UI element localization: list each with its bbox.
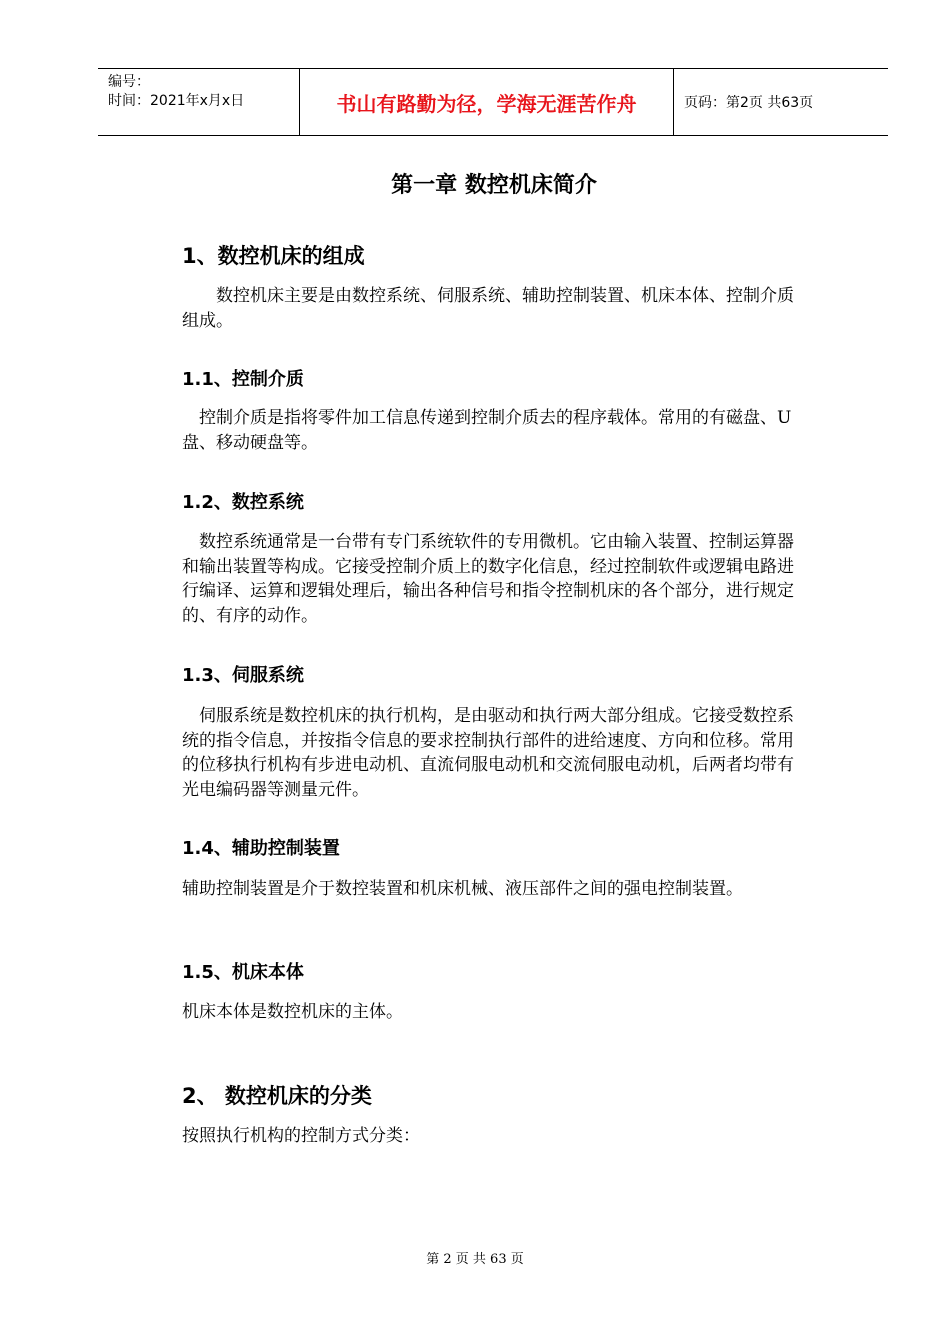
section-1-5-text: 机床本体是数控机床的主体。 (182, 1002, 403, 1022)
chapter-title: 第一章 数控机床简介 (391, 173, 597, 198)
section-1-1-title: 1.1、控制介质 (182, 369, 304, 390)
header-page-info: 页码：第2页 共63页 (684, 95, 814, 111)
section-1-2-text: 数控系统通常是一台带有专门系统软件的专用微机。它由输入装置、控制运算器和输出装置等构成。它接受控制介质上的数字化信息，经过控制软件或逻辑电路进行编译、运算和逻辑处理后，输出各种信号和指令控制机床的各个部分，进行规定的、有序的动作。 (182, 532, 794, 626)
section-2-text: 按照执行机构的控制方式分类： (182, 1126, 420, 1146)
section-1-4-text: 辅助控制装置是介于数控装置和机床机械、液压部件之间的强电控制装置。 (182, 879, 743, 899)
section-2-title: 2、 数控机床的分类 (182, 1084, 372, 1108)
time-label: 时间：2021年x月x日 (108, 93, 245, 109)
serial-label: 编号： (108, 74, 150, 90)
section-1-3-title: 1.3、伺服系统 (182, 665, 304, 686)
page-footer: 第 2 页 共 63 页 (426, 1252, 524, 1267)
section-1-5-title: 1.5、机床本体 (182, 962, 304, 983)
section-1-4-title: 1.4、辅助控制装置 (182, 838, 340, 859)
section-1-title: 1、数控机床的组成 (182, 244, 365, 268)
section-1-text: 数控机床主要是由数控系统、伺服系统、辅助控制装置、机床本体、控制介质组成。 (182, 286, 794, 331)
section-1-2-title: 1.2、数控系统 (182, 492, 304, 513)
page-header (98, 68, 888, 136)
header-meta (98, 69, 300, 135)
header-motto: 书山有路勤为径，学海无涯苦作舟 (300, 69, 674, 135)
section-1-1-text: 控制介质是指将零件加工信息传递到控制介质去的程序载体。常用的有磁盘、U盘、移动硬盘等。 (182, 408, 792, 453)
section-1-3-text: 伺服系统是数控机床的执行机构，是由驱动和执行两大部分组成。它接受数控系统的指令信息，并按指令信息的要求控制执行部件的进给速度、方向和位移。常用的位移执行机构有步进电动机、直流伺服电动机和交流伺服电动机，后两者均带有光电编码器等测量元件。 (182, 706, 794, 800)
